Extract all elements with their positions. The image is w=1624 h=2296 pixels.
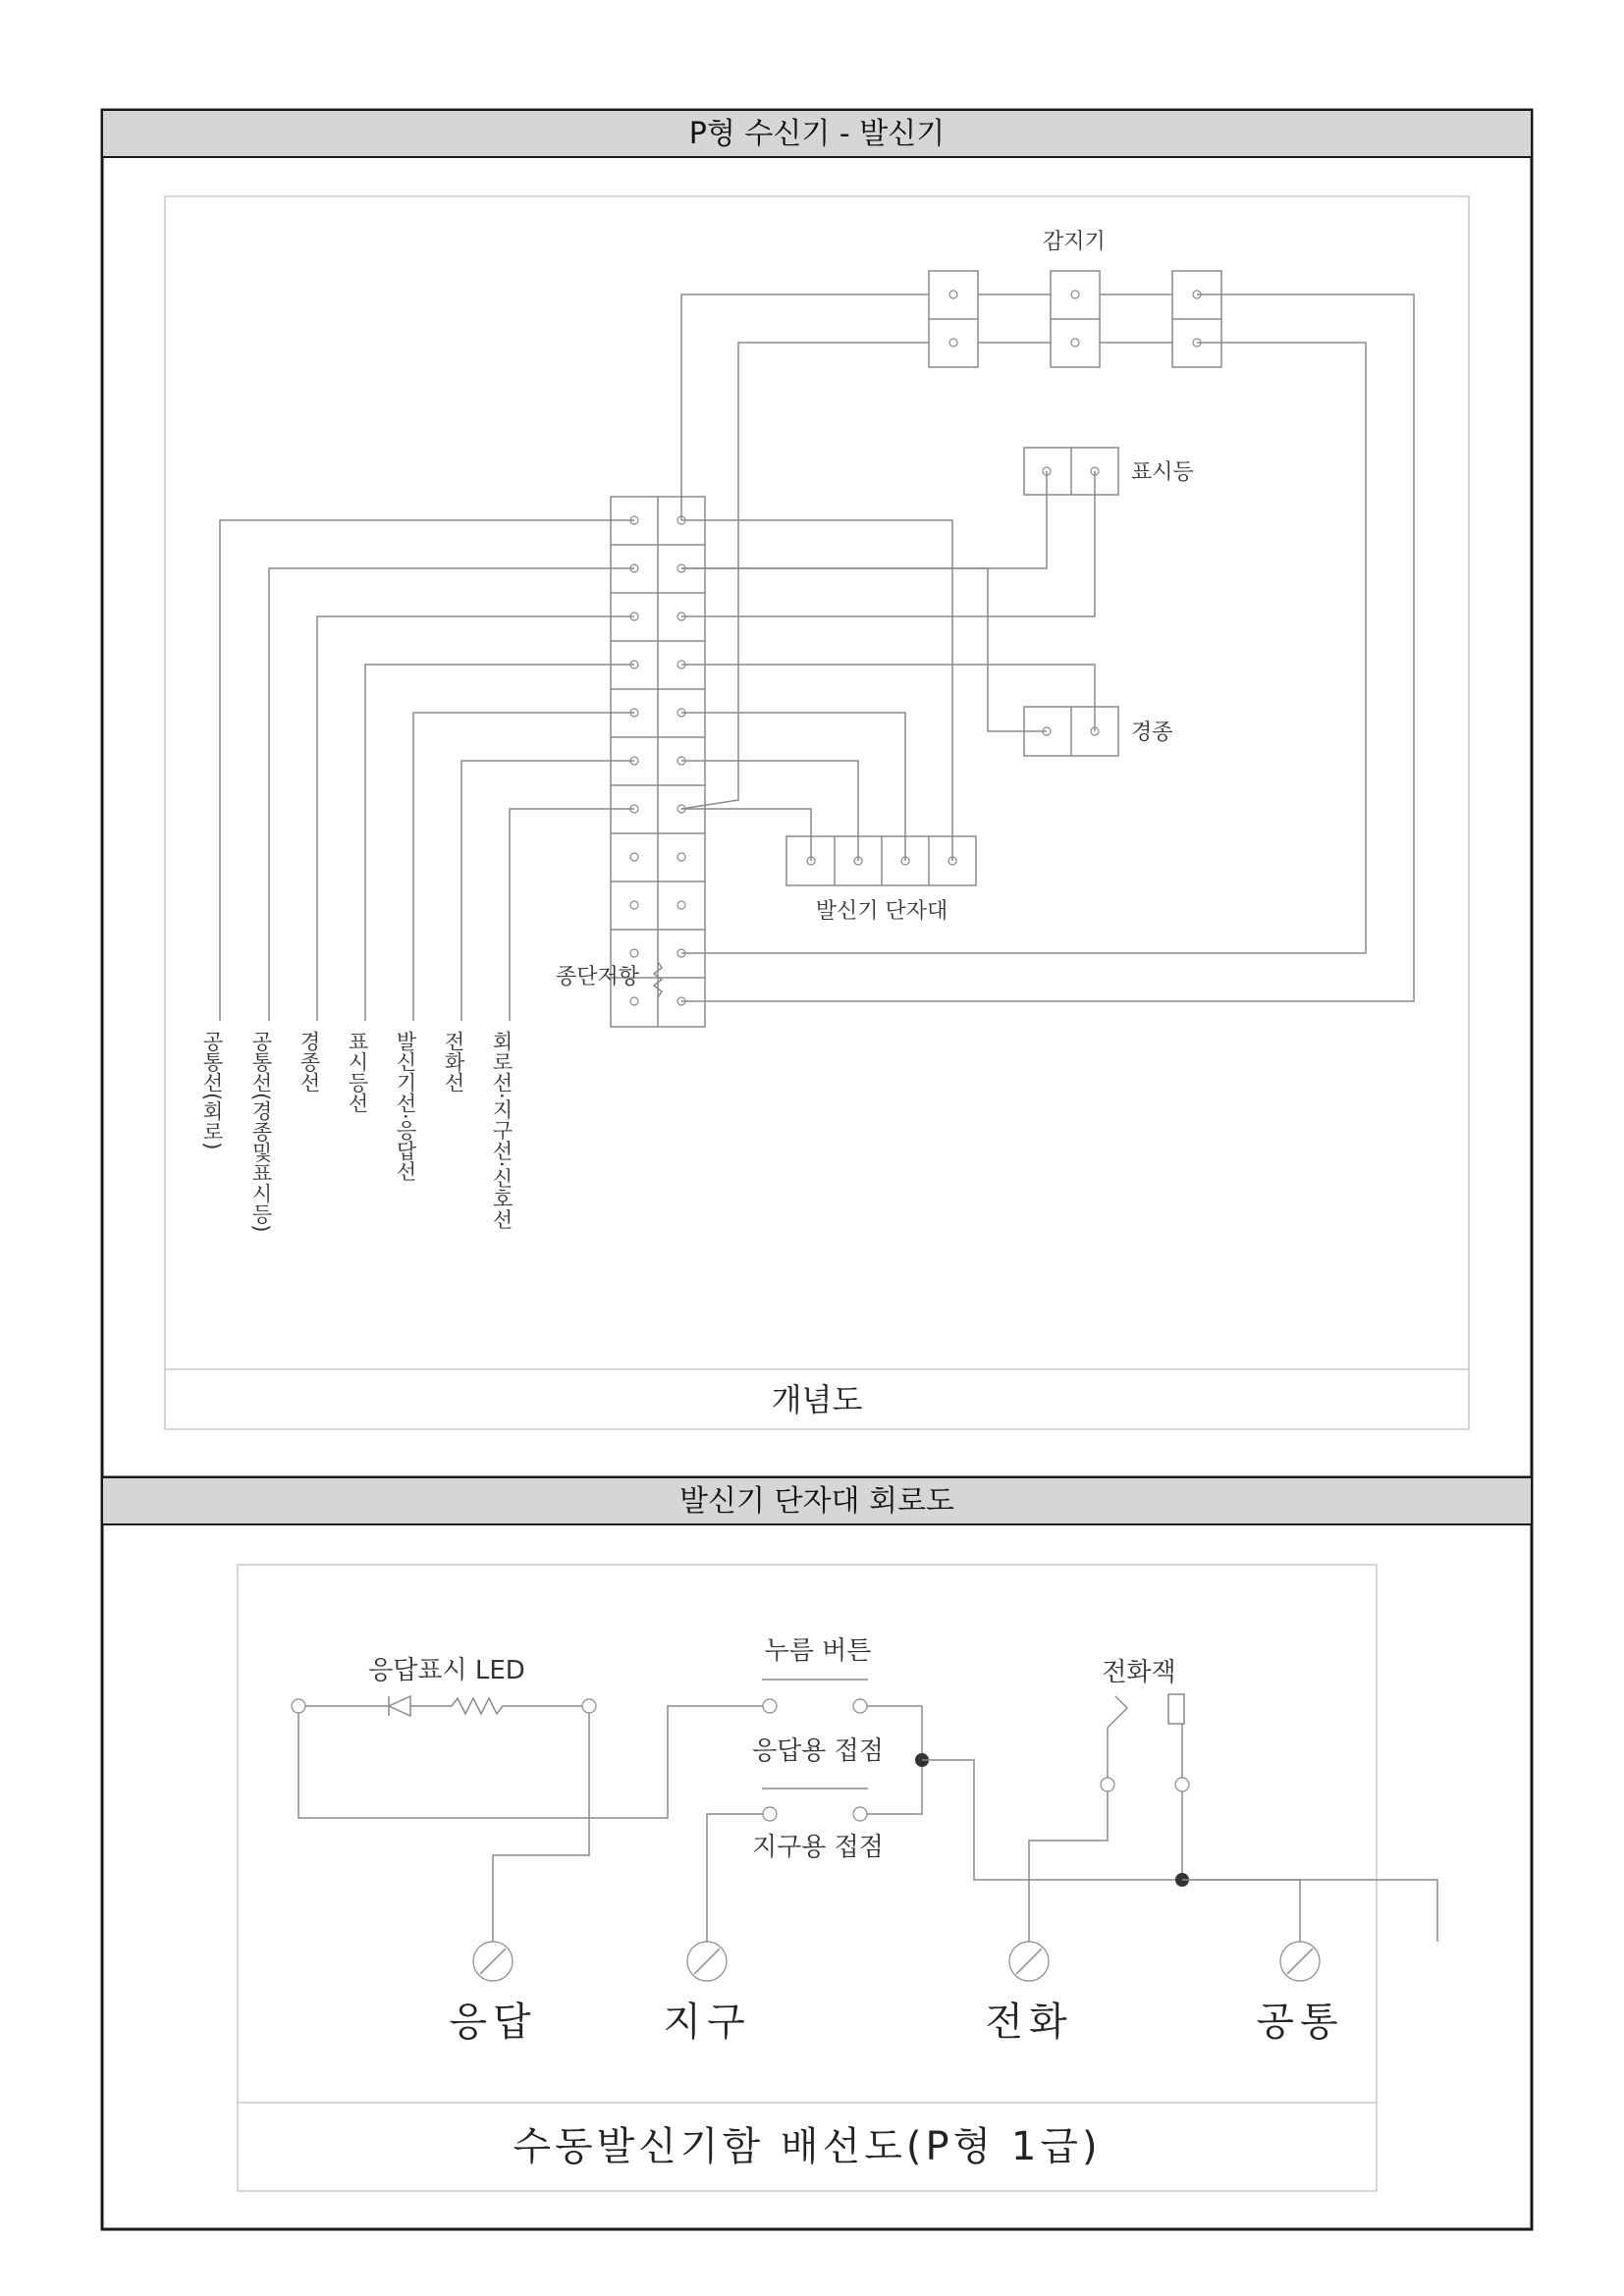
wire-label-group xyxy=(200,1031,514,1232)
wire-label-common-bell-lamp: 공통선(경종및표시등) xyxy=(249,1031,273,1233)
concept-caption: 개념도 xyxy=(771,1381,863,1418)
terminal-label-district: 지구 xyxy=(663,2000,751,2045)
wire-label-lamp: 표시등선 xyxy=(346,1031,369,1113)
detector-label: 감지기 xyxy=(1043,230,1106,254)
wiring-caption: 수동발신기함 배선도(P형 1급) xyxy=(513,2124,1102,2169)
response-contact-left xyxy=(763,1699,777,1713)
district-contact-right xyxy=(853,1807,867,1821)
district-contact-label: 지구용 접점 xyxy=(752,1833,884,1862)
district-contact-left xyxy=(763,1807,777,1821)
led-circuit xyxy=(292,1696,763,1942)
section2-title: 발신기 단자대 회로도 xyxy=(679,1484,954,1519)
led-label: 응답표시 LED xyxy=(368,1656,525,1685)
phone-jack-label: 전화잭 xyxy=(1102,1658,1176,1687)
wire-label-common-circuit: 공통선(회로) xyxy=(200,1031,224,1150)
terminal-label-common: 공통 xyxy=(1256,2000,1344,2045)
end-resistor-label: 종단저항 xyxy=(556,965,640,989)
receiver-terminal-strip xyxy=(611,497,705,1027)
led-diode-symbol xyxy=(389,1696,410,1716)
phone-jack-symbol xyxy=(1029,1694,1189,1942)
response-contact-label: 응답용 접점 xyxy=(752,1736,884,1766)
terminal-screws xyxy=(473,1880,1320,1981)
wire-label-bell: 경종선 xyxy=(298,1031,321,1093)
receiver-output-wires xyxy=(220,520,634,1021)
concept-diagram-panel xyxy=(165,196,1469,1429)
terminal-label-response: 응답 xyxy=(449,2000,537,2045)
field-wires xyxy=(681,294,1414,1001)
bell-label: 경종 xyxy=(1131,721,1173,745)
section1-title: P형 수신기 - 발신기 xyxy=(688,117,946,151)
response-contact-right xyxy=(853,1699,867,1713)
wire-label-circuit-signal: 회로선·지구선·신호선 xyxy=(490,1031,514,1230)
push-button-label: 누름 버튼 xyxy=(764,1636,872,1666)
indicator-lamp-label: 표시등 xyxy=(1131,460,1194,485)
terminal-label-phone: 전화 xyxy=(985,2000,1073,2045)
transmitter-terminal-label: 발신기 단자대 xyxy=(815,899,948,924)
led-resistor-symbol xyxy=(410,1698,582,1714)
detector-group xyxy=(929,271,1221,367)
wire-label-transmitter-response: 발신기선·응답선 xyxy=(394,1031,417,1182)
wire-label-phone: 전화선 xyxy=(442,1031,465,1093)
